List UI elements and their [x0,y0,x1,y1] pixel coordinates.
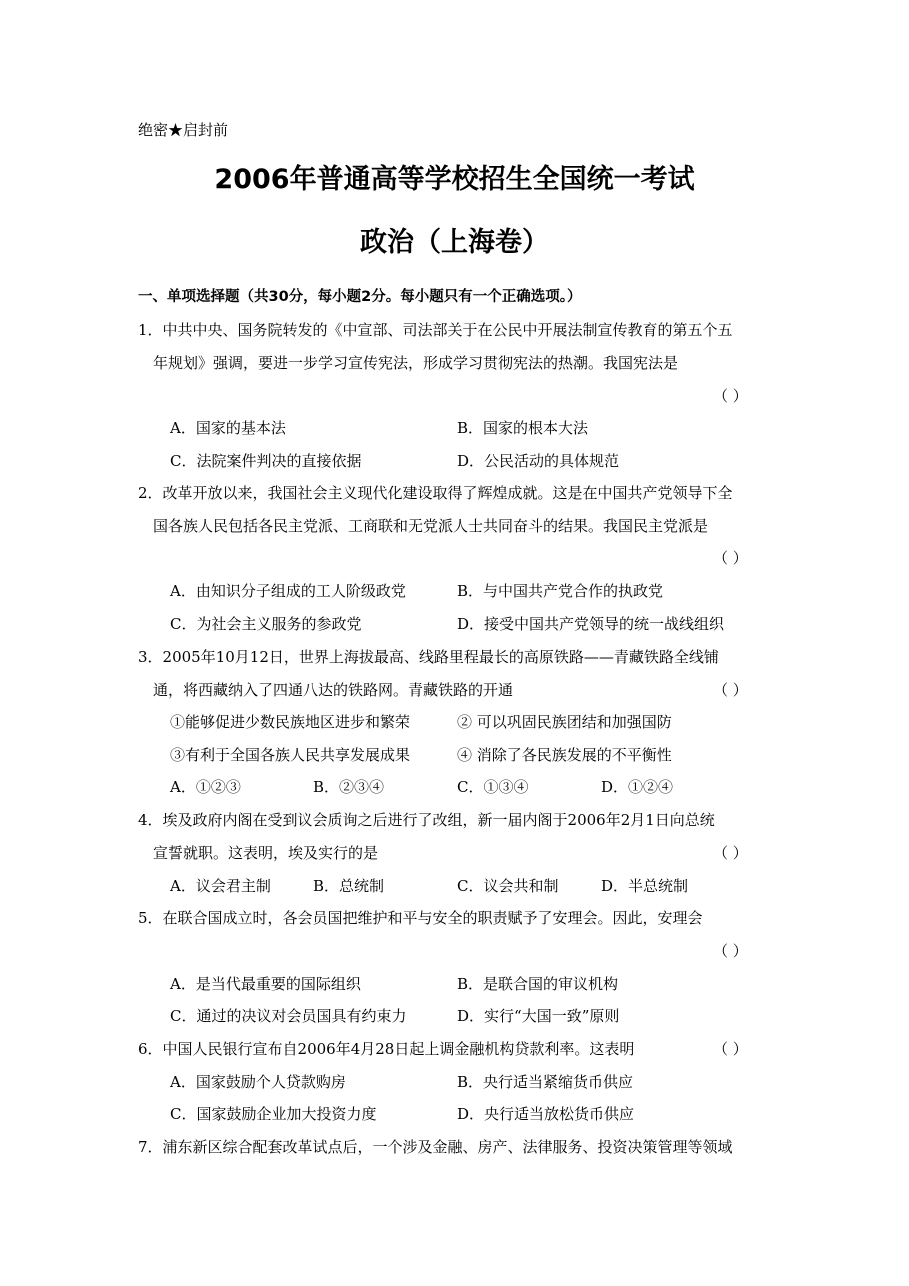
answer-bracket: （ ） [713,549,748,567]
option-d: D．①②④ [601,778,674,796]
option-b: B．与中国共产党合作的执政党 [457,582,664,600]
answer-bracket: （ ） [713,942,748,960]
option-b: B．②③④ [313,778,385,796]
option-b: B．央行适当紧缩货币供应 [457,1073,634,1091]
option-a: A．是当代最重要的国际组织 [170,975,361,993]
option-b: B．是联合国的审议机构 [457,975,619,993]
statement-2: ② 可以巩固民族团结和加强国防 [457,713,672,731]
answer-bracket: （ ） [713,1040,748,1058]
answer-bracket: （ ） [713,844,748,862]
option-a: A．国家的基本法 [170,419,286,437]
option-a: A．由知识分子组成的工人阶级政党 [170,582,406,600]
option-c: C．通过的决议对会员国具有约束力 [170,1007,407,1025]
question-2-stem: 2．改革开放以来，我国社会主义现代化建设取得了辉煌成就。这是在中国共产党领导下全 [138,484,733,502]
option-d: D．半总统制 [601,877,689,895]
answer-bracket: （ ） [713,681,748,699]
question-4-stem: 4．埃及政府内阁在受到议会质询之后进行了改组，新一届内阁于2006年2月1日向总统 [138,811,715,829]
option-d: D．公民活动的具体规范 [457,452,620,470]
option-d: D．接受中国共产党领导的统一战线组织 [457,615,725,633]
statement-1: ①能够促进少数民族地区进步和繁荣 [170,713,411,731]
option-b: B．总统制 [313,877,385,895]
question-6-stem: 6．中国人民银行宣布自2006年4月28日起上调金融机构贷款利率。这表明 [138,1040,635,1058]
question-5-stem: 5．在联合国成立时，各会员国把维护和平与安全的职责赋予了安理会。因此，安理会 [138,909,703,927]
question-1-stem: 1．中共中央、国务院转发的《中宣部、司法部关于在公民中开展法制宣传教育的第五个五 [138,321,733,339]
option-a: A．国家鼓励个人贷款购房 [170,1073,346,1091]
option-a: A．①②③ [170,778,241,796]
option-c: C．为社会主义服务的参政党 [170,615,362,633]
statement-3: ③有利于全国各族人民共享发展成果 [170,746,411,764]
question-3-stem: 3．2005年10月12日，世界上海拔最高、线路里程最长的高原铁路——青藏铁路全线铺 [138,648,719,666]
option-d: D．央行适当放松货币供应 [457,1105,635,1123]
answer-bracket: （ ） [713,387,748,405]
question-7-stem: 7．浦东新区综合配套改革试点后，一个涉及金融、房产、法律服务、投资决策管理等领域 [138,1138,733,1156]
option-d: D．实行“大国一致”原则 [457,1007,620,1025]
option-c: C．议会共和制 [457,877,559,895]
option-b: B．国家的根本大法 [457,419,589,437]
section-heading: 一、单项选择题（共30分，每小题2分。每小题只有一个正确选项。） [138,289,582,305]
question-4-stem-cont: 宣誓就职。这表明，埃及实行的是 [153,844,379,862]
option-a: A．议会君主制 [170,877,271,895]
question-3-stem-cont: 通，将西藏纳入了四通八达的铁路网。青藏铁路的开通 [153,681,514,699]
option-c: C．国家鼓励企业加大投资力度 [170,1105,377,1123]
exam-subtitle: 政治（上海卷） [360,227,549,258]
option-c: C．法院案件判决的直接依据 [170,452,362,470]
exam-title: 2006年普通高等学校招生全国统一考试 [214,164,695,195]
question-1-stem-cont: 年规划》强调，要进一步学习宣传宪法，形成学习贯彻宪法的热潮。我国宪法是 [153,354,679,372]
question-2-stem-cont: 国各族人民包括各民主党派、工商联和无党派人士共同奋斗的结果。我国民主党派是 [153,517,709,535]
statement-4: ④ 消除了各民族发展的不平衡性 [457,746,672,764]
option-c: C．①③④ [457,778,529,796]
secret-label: 绝密★启封前 [138,121,229,139]
